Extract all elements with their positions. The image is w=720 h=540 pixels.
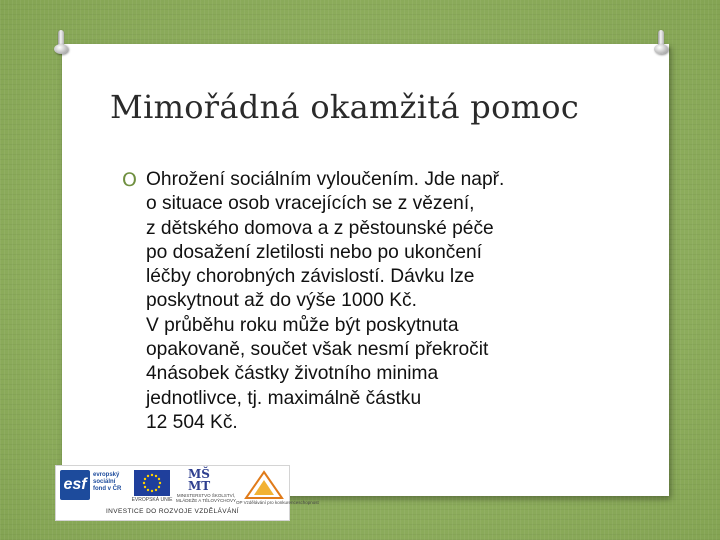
eu-stars-icon (134, 470, 170, 496)
eu-label: EVROPSKÁ UNIE (131, 497, 173, 503)
op-vk-label: OP Vzdělávání pro konkurenceschopnost (236, 500, 319, 505)
pushpin-icon (654, 30, 668, 56)
esf-text: evropský sociální fond v ČR (93, 472, 122, 492)
esf-logo (60, 470, 122, 504)
invest-text: INVESTICE DO ROZVOJE VZDĚLÁVÁNÍ (105, 508, 240, 515)
op-vk-icon (244, 470, 284, 500)
eu-flag-logo (134, 470, 170, 496)
bullet-marker-icon: O (122, 169, 137, 191)
msmt-label: MINISTERSTVO ŠKOLSTVÍ, MLÁDEŽE A TĚLOVÝCHOVY (176, 493, 236, 503)
bullet-text: Ohrožení sociálním vyloučením. Jde např. o situace osob vracejících se z vězení, z dětského domova a z pěstounské péče po dosažení zletilosti nebo po ukončení léčby chorobných závislostí. Dávku lze poskytnout až do výše 1000 Kč. V průběhu roku může být poskytnuta opakovaně, součet však nesmí překročit 4násobek částky životního minima jednotlivce, tj. maximálně částku 12 504 Kč. (146, 169, 505, 433)
esf-mark: esf (60, 470, 90, 500)
slide-title: Mimořádná okamžitá pomoc (110, 88, 580, 126)
op-vk-logo (244, 470, 284, 500)
logo-strip (55, 465, 319, 521)
msmt-logo: MŠ MT (188, 467, 211, 493)
pushpin-icon (54, 30, 68, 56)
